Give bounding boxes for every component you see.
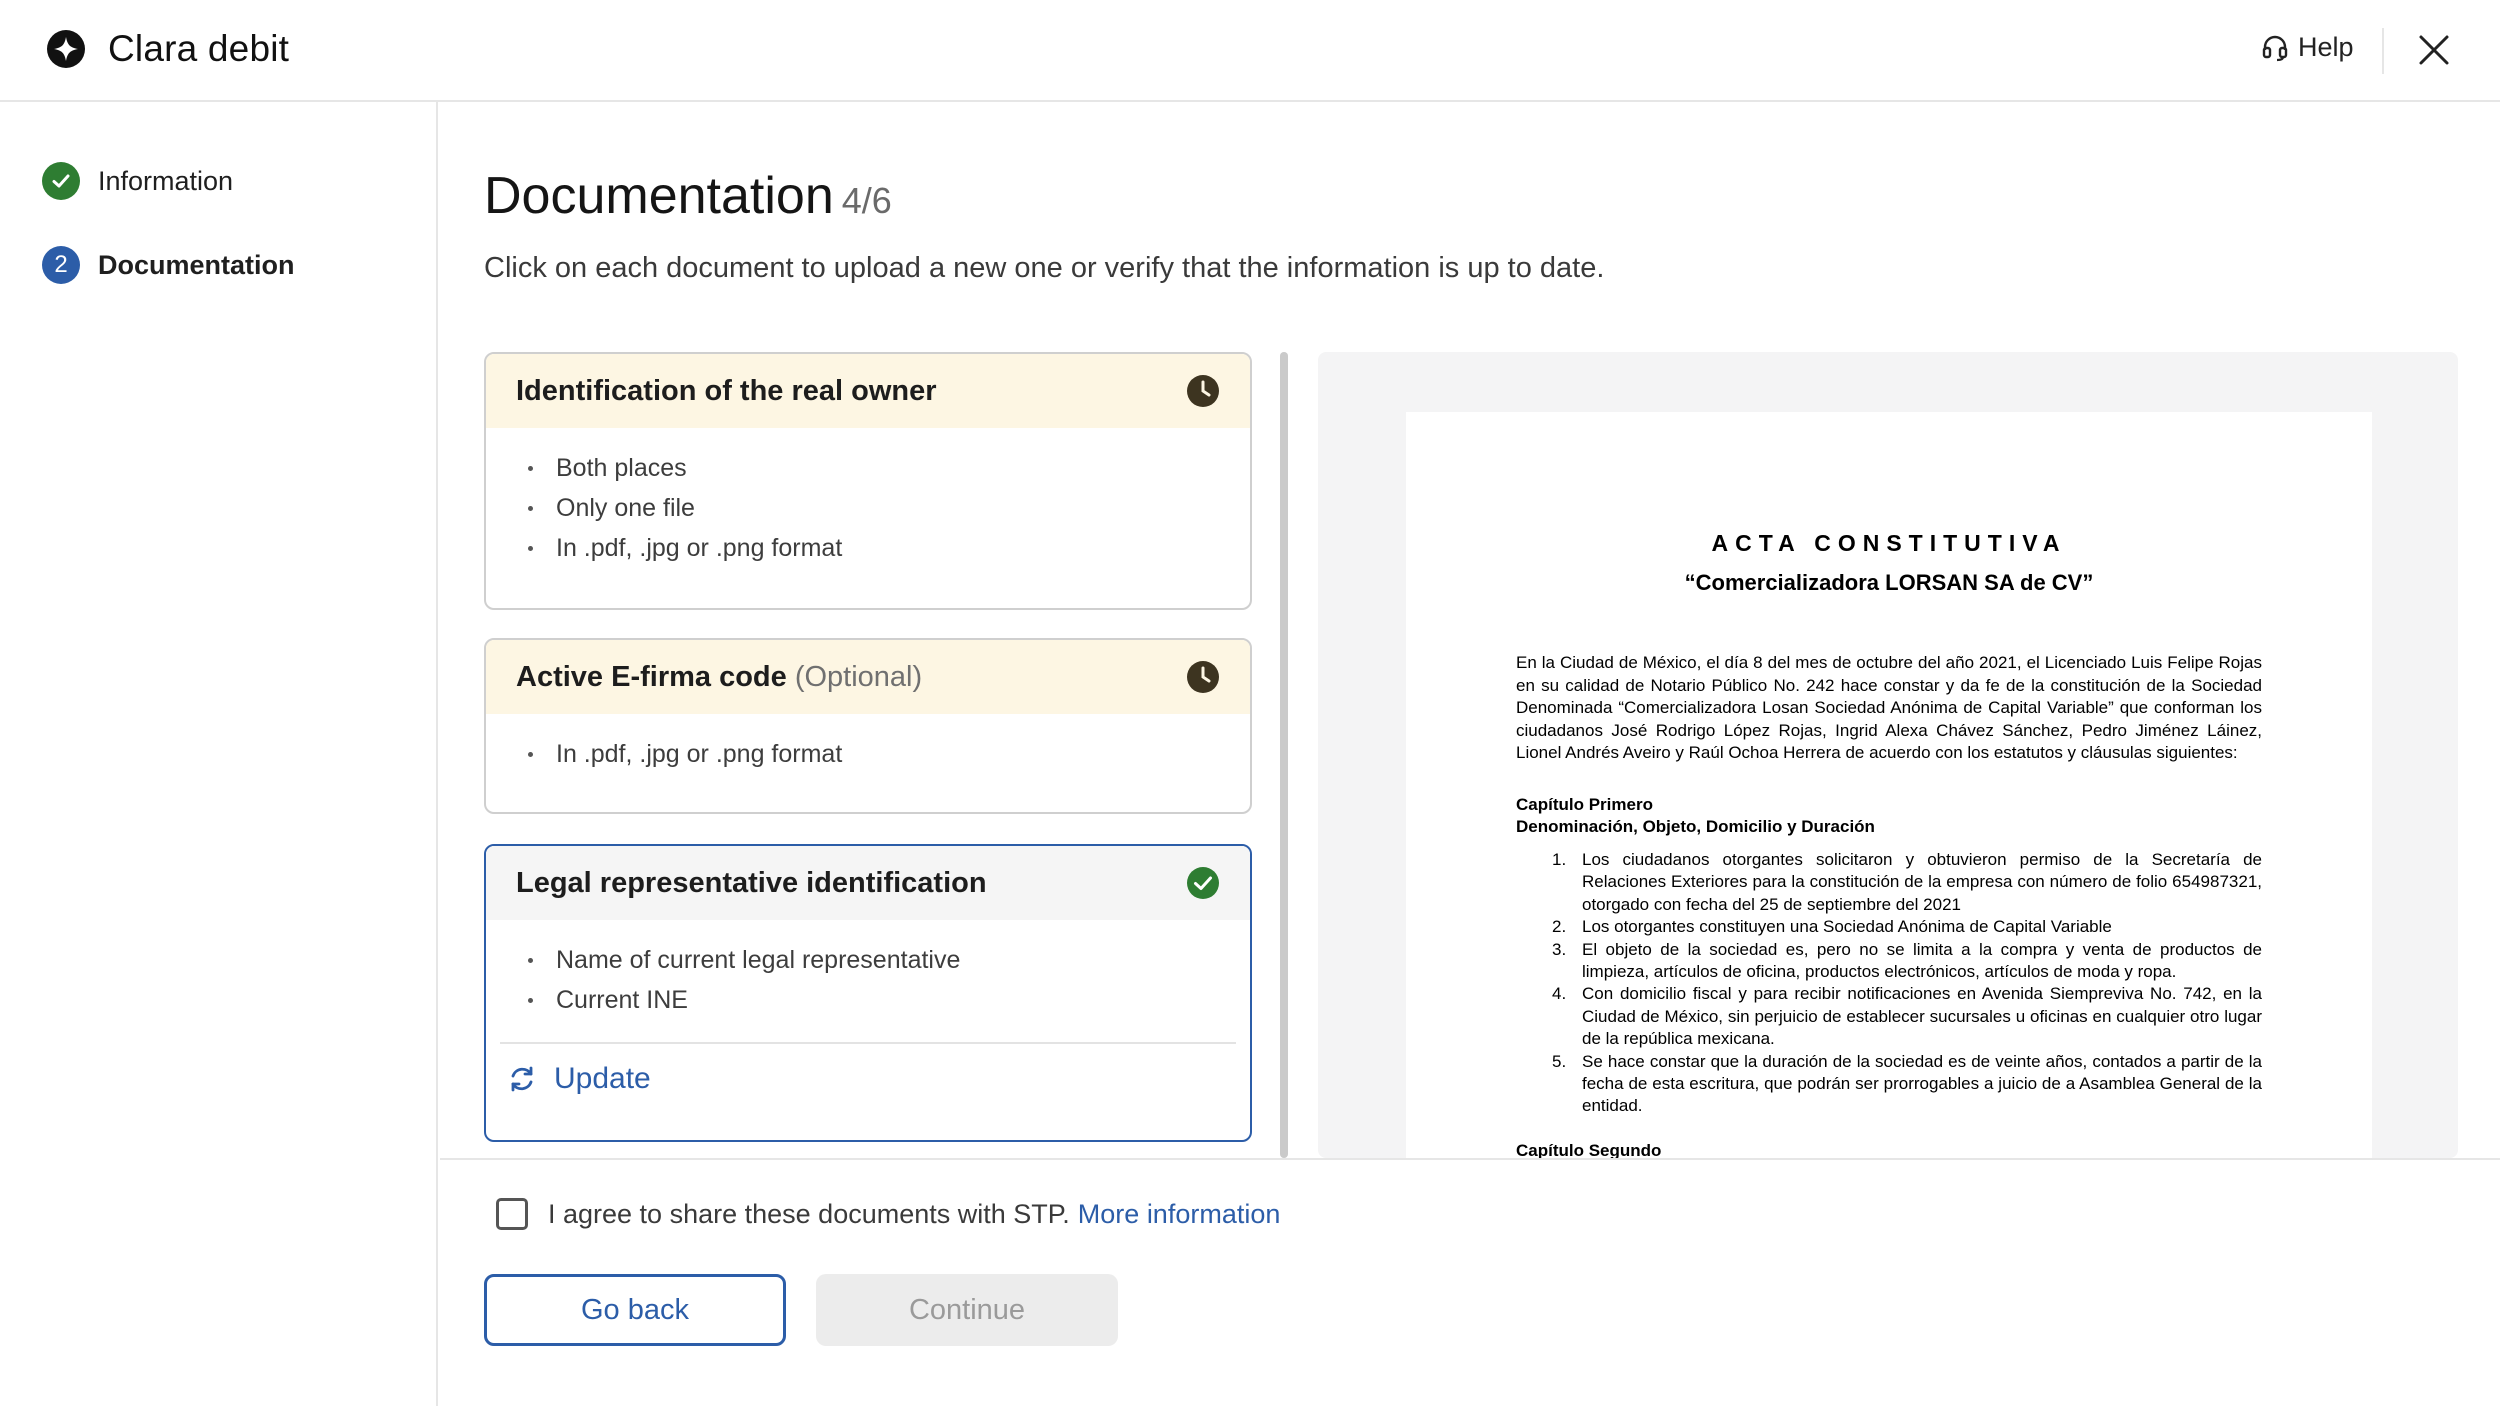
document-preview[interactable] [1318,352,2458,1158]
card-header [486,640,1250,714]
optional-tag: (Optional) [794,660,923,693]
update-button[interactable] [486,1044,1250,1114]
clause-text: El objeto de la sociedad es, pero no se limita a la compra y venta de productos de limpieza, artículos de oficina, productos electrónicos, artículos de moda y ropa. [1582,939,2262,982]
chapter-subheading: Denominación, Objeto, Domicilio y Duración [1516,817,1875,836]
step-number-badge: 2 [42,246,80,284]
document-page [1406,412,2372,1158]
list-item: In .pdf, .jpg or .png format [526,734,1220,774]
card-requirements [486,714,1250,792]
scrollbar-thumb[interactable] [1280,352,1288,1158]
step-information[interactable] [42,162,233,200]
step-label: Documentation [98,249,295,280]
footer-divider [440,1158,2500,1160]
consent-text: I agree to share these documents with STP. [548,1198,1070,1229]
page-title-text: Documentation [484,167,834,225]
check-icon [42,162,80,200]
stepper-sidebar [0,102,438,1406]
more-information-link[interactable]: More information [1077,1198,1281,1229]
main-content [440,102,2500,1158]
close-icon[interactable] [2414,30,2454,70]
clause-item [1516,1051,2262,1118]
top-bar [0,0,2500,102]
consent-checkbox[interactable] [496,1198,528,1230]
page-title [484,166,892,226]
document-card-efirma[interactable] [484,638,1252,814]
list-item: Both places [526,448,1220,488]
document-intro: En la Ciudad de México, el día 8 del mes de octubre del año 2021, el Licenciado Luis Felipe Rojas en su calidad de Notario Público No. 242 hace constar y da fe de la constitución de la Sociedad Denominada “Comercializadora Losan Sociedad Anónima de Capital Variable” que conforman los ciudadanos José Rodrigo López Rojas, Ingrid Alexa Chávez Sánchez, Pedro Jiménez Láinez, Lionel Andrés Aveiro y Raúl Ochoa Herrera de acuerdo con los estatutos y cláusulas siguientes: [1516,653,2262,762]
brand [46,28,289,70]
step-label: Information [98,165,234,196]
document-card-legal-representative[interactable] [484,844,1252,1142]
clause-number: 3. [1552,939,1567,959]
list-item: Current INE [526,980,1220,1020]
help-label: Help [2298,32,2354,62]
clause-number: 1. [1552,850,1567,869]
card-header [486,354,1250,428]
step-documentation[interactable] [42,246,295,284]
clause-number: 4. [1552,984,1567,1004]
clause-text: Se hace constar que la duración de la sociedad es de veinte años, contados a partir de la fecha de esta escritura, que podrán ser prorrogables a juicio de a Asamblea General de la entidad. [1582,1051,2262,1116]
help-button[interactable] [2260,32,2354,63]
clock-icon [1186,660,1220,694]
clause-item [1516,983,2262,1050]
chapter-heading: Capítulo Segundo [1516,1141,1662,1158]
go-back-button[interactable]: Go back [484,1274,786,1346]
clause-number: 5. [1552,1051,1567,1071]
list-item: In .pdf, .jpg or .png format [526,528,1220,568]
clause-text: Con domicilio fiscal y para recibir notificaciones en Avenida Siempreviva No. 742, en la Ciudad de México, sin perjuicio de establecer sucursales u oficinas en cualquier otro lugar de la república mexicana. [1582,984,2262,1049]
clock-icon [1186,374,1220,408]
clause-text: Los ciudadanos otorgantes solicitaron y obtuvieron permiso de la Secretaría de Relaciones Exteriores para la constitución de la empresa con número de folio 654987321, otorgado con fecha del 25 de septiembre del 2021 [1582,850,2262,914]
card-title [516,661,922,694]
clause-number: 2. [1552,917,1567,937]
card-title-text: Active E-firma code [516,660,787,693]
step-counter: 4/6 [841,180,892,221]
card-requirements [486,920,1250,1042]
clara-logo-icon [46,29,86,69]
header-divider [2382,28,2384,74]
app-name: Clara debit [108,28,290,69]
clause-list [1516,849,2262,1118]
card-title: Identification of the real owner [516,374,937,407]
clause-text: Los otorgantes constituyen una Sociedad Anónima de Capital Variable [1582,917,2112,937]
clause-item [1516,849,2262,916]
update-label: Update [554,1062,651,1095]
list-item: Name of current legal representative [526,940,1220,980]
clause-item [1516,939,2262,984]
card-requirements [486,428,1250,586]
document-subtitle: “Comercializadora LORSAN SA de CV” [1684,570,2094,595]
list-item: Only one file [526,488,1220,528]
consent-row [496,1198,1280,1230]
refresh-icon [506,1063,538,1095]
card-header [486,846,1250,920]
headset-icon [2260,33,2290,63]
document-title: ACTA CONSTITUTIVA [1711,530,2067,556]
page-subtitle: Click on each document to upload a new one or verify that the information is up to date. [484,252,1605,284]
check-circle-icon [1186,866,1220,900]
clause-item [1516,916,2262,938]
continue-button[interactable]: Continue [816,1274,1118,1346]
card-title: Legal representative identification [516,866,987,899]
document-card-real-owner[interactable] [484,352,1252,610]
chapter-heading: Capítulo Primero [1516,795,1653,814]
